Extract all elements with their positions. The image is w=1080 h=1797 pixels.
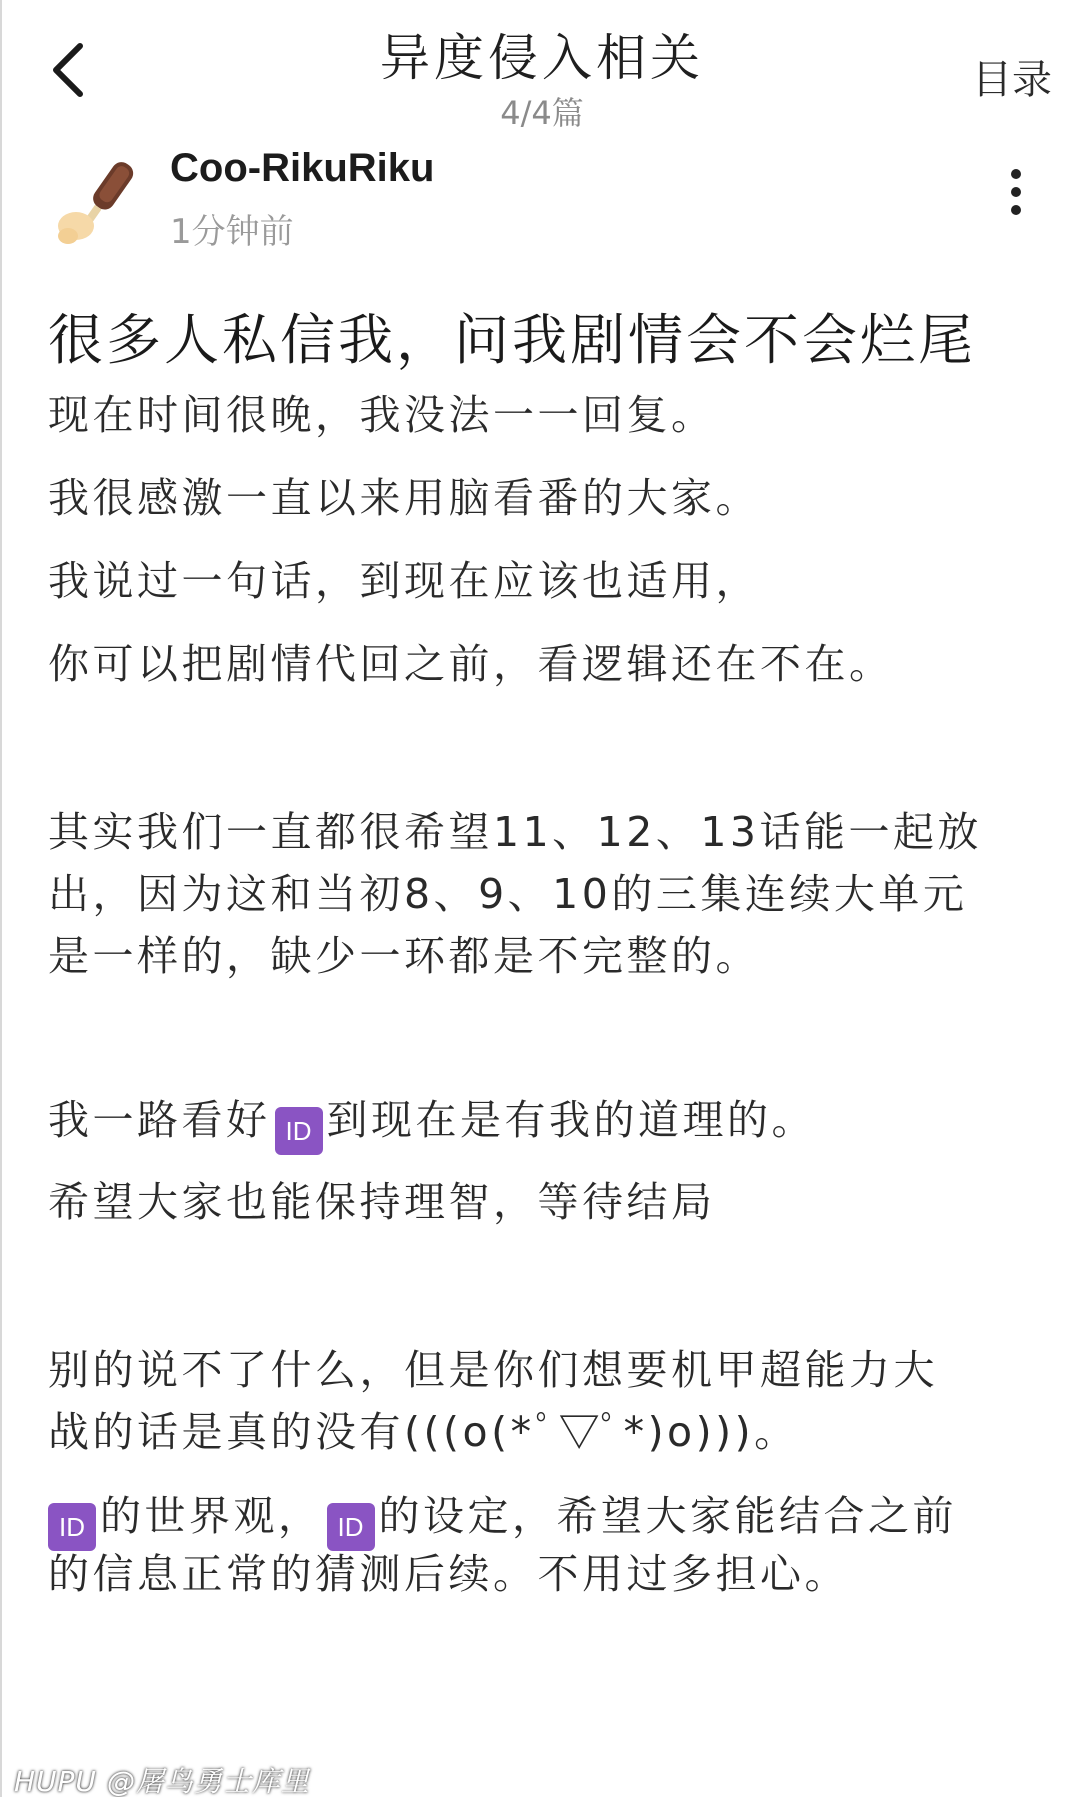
id-badge-icon: ID — [327, 1503, 375, 1551]
avatar[interactable] — [42, 150, 152, 260]
id-badge-icon: ID — [275, 1107, 323, 1155]
chapter-counter: 4/4篇 — [500, 94, 584, 132]
paragraph-line: 出，因为这和当初8、9、10的三集连续大单元 — [48, 870, 968, 918]
hupu-watermark: HUPU @屠鸟勇士库里 — [14, 1765, 310, 1797]
paragraph-line: 你可以把剧情代回之前，看逻辑还在不在。 — [48, 640, 894, 688]
author-row — [42, 142, 1042, 262]
paragraph-line: ID 的世界观， ID 的设定，希望大家能结合之前 — [48, 1484, 957, 1551]
paragraph-line: 希望大家也能保持理智，等待结局 — [48, 1178, 716, 1226]
more-vertical-icon — [1011, 169, 1021, 179]
paragraph-line: 的信息正常的猜测后续。不用过多担心。 — [48, 1550, 849, 1598]
paragraph-line: 是一样的，缺少一环都是不完整的。 — [48, 932, 760, 980]
top-bar — [2, 0, 1080, 140]
paragraph-line: 其实我们一直都很希望11、12、13话能一起放 — [48, 808, 983, 856]
collection-title: 异度侵入相关 — [380, 29, 704, 87]
author-name[interactable]: Coo-RikuRiku — [170, 146, 435, 190]
paragraph-line: 我说过一句话，到现在应该也适用， — [48, 557, 760, 605]
ice-cream-bar-avatar-icon — [42, 150, 152, 260]
paragraph-line: 我很感激一直以来用脑看番的大家。 — [48, 474, 760, 522]
paragraph-line: 别的说不了什么，但是你们想要机甲超能力大 — [48, 1346, 938, 1394]
table-of-contents-button[interactable]: 目录 — [972, 57, 1052, 103]
paragraph-line: 战的话是真的没有(((o(*ﾟ▽ﾟ*)o)))。 — [48, 1408, 799, 1456]
paragraph-line: 现在时间很晚，我没法一一回复。 — [48, 391, 716, 439]
paragraph-line: 我一路看好 ID 到现在是有我的道理的。 — [48, 1088, 816, 1155]
post-time: 1分钟前 — [170, 212, 294, 252]
more-options-button[interactable] — [996, 162, 1036, 242]
id-badge-icon: ID — [48, 1503, 96, 1551]
article-title: 很多人私信我，问我剧情会不会烂尾 — [48, 308, 977, 372]
